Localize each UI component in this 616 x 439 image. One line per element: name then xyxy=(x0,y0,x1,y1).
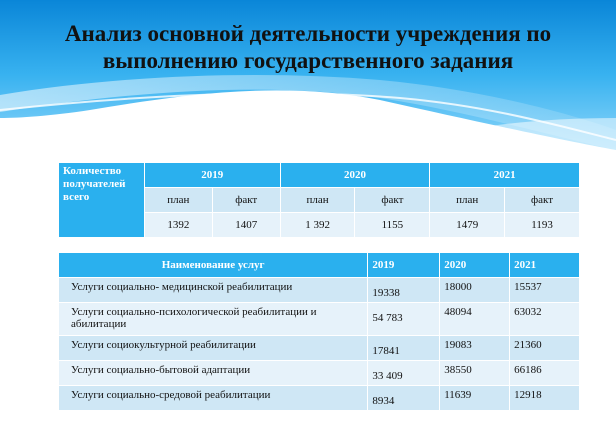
service-name: Услуги социально- медицинской реабилитации xyxy=(59,278,368,303)
service-value-2019: 33 409 xyxy=(368,361,440,386)
service-value-2020: 19083 xyxy=(440,336,510,361)
service-value-2021: 63032 xyxy=(510,303,580,336)
plan-header: план xyxy=(144,188,212,213)
service-value-2021: 66186 xyxy=(510,361,580,386)
plan-header: план xyxy=(280,188,355,213)
year-header: 2020 xyxy=(280,163,430,188)
table-row xyxy=(59,361,580,386)
plan-header: план xyxy=(430,188,505,213)
recipients-value: 1 392 xyxy=(280,213,355,238)
year-header: 2021 xyxy=(430,163,580,188)
recipients-value: 1155 xyxy=(355,213,430,238)
service-name: Услуги социально-бытовой адаптации xyxy=(59,361,368,386)
table-row xyxy=(59,303,580,336)
page-title: Анализ основной деятельности учреждения по выполнению государственного задания xyxy=(64,21,552,73)
recipients-value: 1392 xyxy=(144,213,212,238)
fact-header: факт xyxy=(212,188,280,213)
service-value-2019: 54 783 xyxy=(368,303,440,336)
service-value-2021: 15537 xyxy=(510,278,580,303)
service-value-2019: 19338 xyxy=(368,278,440,303)
service-name: Услуги социокультурной реабилитации xyxy=(59,336,368,361)
table-row xyxy=(59,336,580,361)
fact-header: факт xyxy=(355,188,430,213)
service-value-2020: 48094 xyxy=(440,303,510,336)
table-row xyxy=(59,386,580,411)
service-name: Услуги социально-психологической реабилитации и абилитации xyxy=(59,303,368,336)
service-value-2020: 38550 xyxy=(440,361,510,386)
recipients-value: 1479 xyxy=(430,213,505,238)
recipients-table xyxy=(58,162,580,238)
recipients-value: 1193 xyxy=(505,213,580,238)
service-value-2019: 8934 xyxy=(368,386,440,411)
service-value-2020: 18000 xyxy=(440,278,510,303)
year-header: 2019 xyxy=(144,163,280,188)
services-table xyxy=(58,252,580,411)
service-value-2020: 11639 xyxy=(440,386,510,411)
service-value-2021: 12918 xyxy=(510,386,580,411)
services-year-header: 2021 xyxy=(510,253,580,278)
recipients-corner-label: Количество получателей всего xyxy=(59,163,145,238)
service-value-2019: 17841 xyxy=(368,336,440,361)
recipients-value: 1407 xyxy=(212,213,280,238)
service-name: Услуги социально-средовой реабилитации xyxy=(59,386,368,411)
fact-header: факт xyxy=(505,188,580,213)
services-year-header: 2020 xyxy=(440,253,510,278)
services-year-header: 2019 xyxy=(368,253,440,278)
table-row xyxy=(59,278,580,303)
services-name-header: Наименование услуг xyxy=(59,253,368,278)
service-value-2021: 21360 xyxy=(510,336,580,361)
